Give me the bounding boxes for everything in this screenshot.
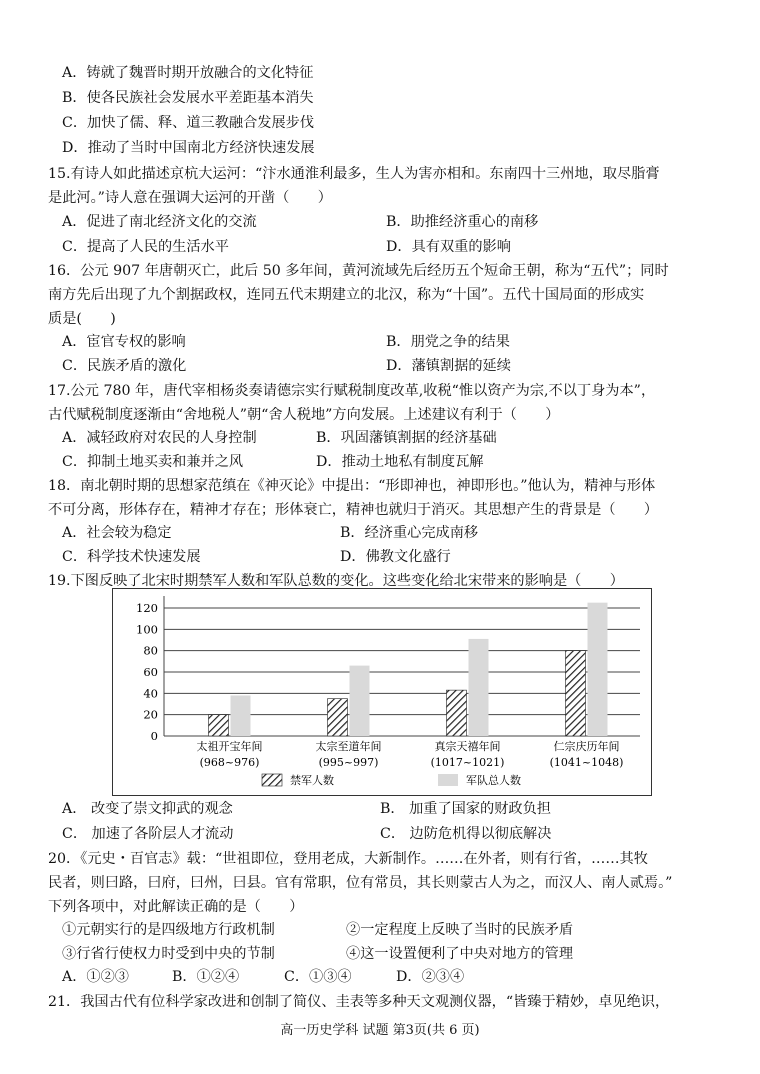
x-tick-sublabel: (1041~1048): [549, 756, 624, 769]
chart-legend: [262, 773, 521, 787]
bar-total-army-3: [588, 603, 608, 736]
q15-stem-line1: 15.有诗人如此描述京杭大运河：“汴水通淮利最多，生人为害亦相和。东南四十三州地，取尽脂膏: [48, 166, 660, 182]
q19-option-b: B． 加重了国家的财政负担: [380, 801, 551, 817]
x-tick-label: 真宗天禧年间: [434, 740, 501, 753]
q20-stem-line1: 20．《元史・百官志》载：“世祖即位，登用老成，大新制作。……在外者，则有行省，……其牧: [48, 851, 648, 867]
q17-option-c: C．抑制土地买卖和兼并之风: [62, 454, 244, 470]
q20-statement-4: ④这一设置便利了中央对地方的管理: [346, 946, 574, 962]
y-tick-label: 120: [136, 601, 158, 615]
x-tick-label: 太祖开宝年间: [196, 740, 263, 753]
q20-option-d: D．②③④: [396, 969, 465, 985]
q19-option-c: C． 加速了各阶层人才流动: [62, 826, 234, 842]
q16-option-b: B．朋党之争的结果: [386, 334, 510, 350]
q15-option-a: A．促进了南北经济文化的交流: [62, 214, 257, 230]
q17-option-b: B．巩固藩镇割据的经济基础: [316, 430, 497, 446]
q20-option-a: A．①②③: [62, 969, 129, 985]
q21-stem-line1: 21．我国古代有位科学家改进和创制了简仪、圭表等多种天文观测仪器，“皆臻于精妙，卓见绝识，: [48, 994, 670, 1010]
q16-stem-line3: 质是( ): [48, 311, 116, 327]
bar-total-army-0: [231, 695, 251, 736]
y-tick-label: 80: [143, 643, 158, 658]
q18-option-a: A．社会较为稳定: [62, 525, 172, 541]
soldier-count-bar-chart: [112, 588, 652, 796]
page-footer: 高一历史学科 试题 第3页(共 6 页): [280, 1023, 480, 1038]
y-tick-labels: [136, 601, 158, 743]
q14-option-a: A．铸就了魏晋时期开放融合的文化特征: [62, 65, 314, 81]
x-tick-sublabel: (968~976): [199, 756, 260, 769]
y-tick-label: 0: [150, 729, 158, 743]
x-tick-label: 太宗至道年间: [315, 740, 382, 753]
chart-bars: [209, 603, 608, 736]
q19-stem: 19.下图反映了北宋时期禁军人数和军队总数的变化。这些变化给北宋带来的影响是（ ）: [48, 573, 624, 589]
q18-option-b: B．经济重心完成南移: [340, 525, 479, 541]
q20-option-b: B．①②④: [172, 969, 240, 985]
q16-stem-line2: 南方先后出现了九个割据政权，连同五代末期建立的北汉，称为“十国”。五代十国局面的形成实: [48, 287, 645, 303]
legend-swatch: [438, 774, 458, 786]
q17-stem-line1: 17.公元 780 年，唐代宰相杨炎奏请德宗实行赋税制度改革,收税“惟以资产为宗,不以丁身为本”，: [48, 383, 656, 399]
x-tick-sublabel: (995~997): [318, 756, 379, 769]
q15-option-d: D．具有双重的影响: [386, 239, 511, 255]
legend-label: 禁军人数: [290, 774, 334, 787]
q19-option-d: C． 边防危机得以彻底解决: [380, 826, 552, 842]
bar-total-army-2: [469, 639, 489, 736]
q20-stem-line2: 民者，则曰路，曰府，曰州，曰县。官有常职，位有常员，其长则蒙古人为之，而汉人、南人贰焉。”: [48, 875, 673, 891]
q15-option-c: C．提高了人民的生活水平: [62, 239, 229, 255]
legend-swatch: [262, 774, 282, 786]
bar-imperial-army-1: [328, 699, 348, 736]
q15-option-b: B．助推经济重心的南移: [386, 214, 539, 230]
q17-stem-line2: 古代赋税制度逐渐由“舍地税人”朝“舍人税地”方向发展。上述建议有利于（ ）: [48, 407, 560, 423]
y-tick-label: 60: [143, 665, 158, 679]
q16-stem-line1: 16．公元 907 年唐朝灭亡，此后 50 多年间，黄河流域先后经历五个短命王朝，称为“五代”；同时: [48, 263, 669, 279]
y-tick-label: 40: [143, 686, 158, 701]
q15-stem-line2: 是此河。”诗人意在强调大运河的开凿（ ）: [48, 190, 332, 206]
q14-option-d: D．推动了当时中国南北方经济快速发展: [62, 140, 315, 156]
y-tick-label: 20: [143, 707, 158, 722]
q17-option-d: D．推动土地私有制度瓦解: [316, 454, 484, 470]
q20-option-c: C．①③④: [284, 969, 352, 985]
bar-imperial-army-2: [447, 690, 467, 736]
q18-stem-line2: 不可分离，形体存在，精神才存在；形体衰亡，精神也就归于消灭。其思想产生的背景是（ ）: [48, 502, 659, 518]
legend-label: 军队总人数: [466, 774, 521, 787]
q20-statement-2: ②一定程度上反映了当时的民族矛盾: [346, 922, 574, 938]
bar-imperial-army-0: [209, 715, 229, 736]
q14-option-b: B．使各民族社会发展水平差距基本消失: [62, 90, 314, 106]
q18-option-c: C．科学技术快速发展: [62, 549, 201, 565]
y-tick-label: 100: [136, 622, 158, 637]
x-tick-sublabel: (1017~1021): [430, 756, 505, 769]
q18-option-d: D．佛教文化盛行: [340, 549, 451, 565]
q20-stem-line3: 下列各项中，对此解读正确的是（ ）: [48, 899, 304, 915]
q18-stem-line1: 18．南北朝时期的思想家范缜在《神灭论》中提出：“形即神也，神即形也。”他认为，精神与形体: [48, 478, 656, 494]
x-tick-labels: [197, 739, 624, 769]
q20-statement-3: ③行省行使权力时受到中央的节制: [62, 946, 275, 962]
q14-option-c: C．加快了儒、释、道三教融合发展步伐: [62, 115, 315, 131]
bar-total-army-1: [350, 666, 370, 736]
q20-statement-1: ①元朝实行的是四级地方行政机制: [62, 922, 275, 938]
x-tick-label: 仁宗庆历年间: [553, 740, 620, 753]
q19-option-a: A． 改变了崇文抑武的观念: [62, 801, 233, 817]
q17-option-a: A．减轻政府对农民的人身控制: [62, 430, 257, 446]
q16-option-a: A．宦官专权的影响: [62, 334, 186, 350]
q16-option-d: D．藩镇割据的延续: [386, 358, 511, 374]
bar-imperial-army-3: [566, 651, 586, 736]
q16-option-c: C．民族矛盾的激化: [62, 358, 187, 374]
